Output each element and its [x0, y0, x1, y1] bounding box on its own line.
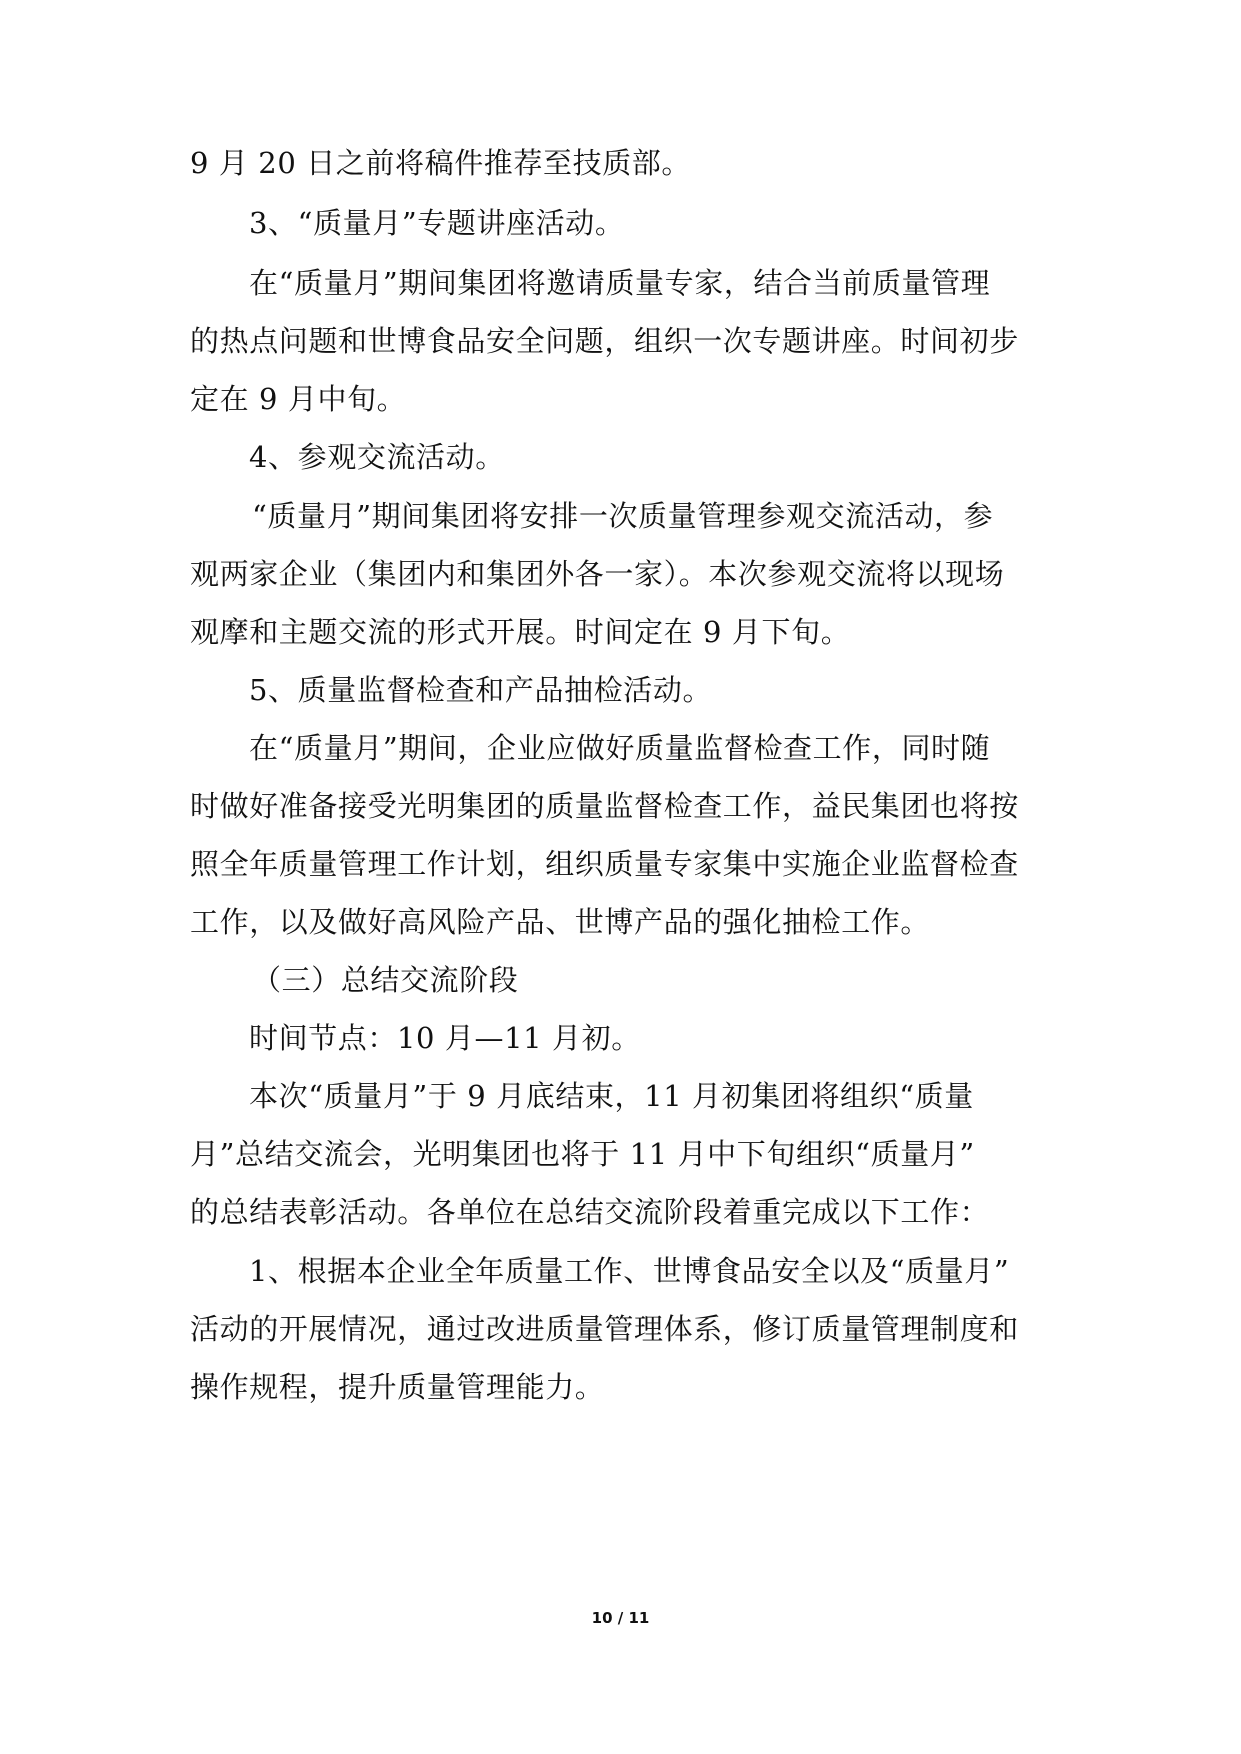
text-line: 操作规程，提升质量管理能力。	[190, 1370, 605, 1404]
text-line: 月”总结交流会，光明集团也将于 11 月中下旬组织“质量月”	[190, 1137, 975, 1171]
page-number: 10 / 11	[591, 1609, 650, 1627]
section-heading: （三）总结交流阶段	[252, 963, 519, 997]
text-line: 的总结表彰活动。各单位在总结交流阶段着重完成以下工作：	[190, 1195, 990, 1229]
text-line: 3、“质量月”专题讲座活动。	[249, 206, 625, 240]
text-line: 在“质量月”期间集团将邀请质量专家，结合当前质量管理	[249, 266, 991, 300]
text-line: 1、根据本企业全年质量工作、世博食品安全以及“质量月”	[249, 1254, 1010, 1288]
text-line: 时做好准备接受光明集团的质量监督检查工作，益民集团也将按	[190, 789, 1019, 823]
text-line: “质量月”期间集团将安排一次质量管理参观交流活动，参	[252, 499, 994, 533]
text-line: 时间节点：10 月—11 月初。	[249, 1021, 641, 1055]
text-line: 本次“质量月”于 9 月底结束，11 月初集团将组织“质量	[249, 1079, 974, 1113]
text-line: 9 月 20 日之前将稿件推荐至技质部。	[190, 146, 692, 180]
text-line: 工作，以及做好高风险产品、世博产品的强化抽检工作。	[190, 905, 931, 939]
text-line: 活动的开展情况，通过改进质量管理体系，修订质量管理制度和	[190, 1312, 1019, 1346]
text-line: 观两家企业（集团内和集团外各一家）。本次参观交流将以现场	[190, 557, 1005, 591]
text-line: 在“质量月”期间，企业应做好质量监督检查工作，同时随	[249, 731, 991, 765]
text-line: 照全年质量管理工作计划，组织质量专家集中实施企业监督检查	[190, 847, 1019, 881]
text-line: 定在 9 月中旬。	[190, 382, 407, 416]
text-line: 5、质量监督检查和产品抽检活动。	[249, 673, 713, 707]
text-line: 观摩和主题交流的形式开展。时间定在 9 月下旬。	[190, 615, 851, 649]
text-line: 4、参观交流活动。	[249, 440, 505, 474]
text-line: 的热点问题和世博食品安全问题，组织一次专题讲座。时间初步	[190, 324, 1019, 358]
